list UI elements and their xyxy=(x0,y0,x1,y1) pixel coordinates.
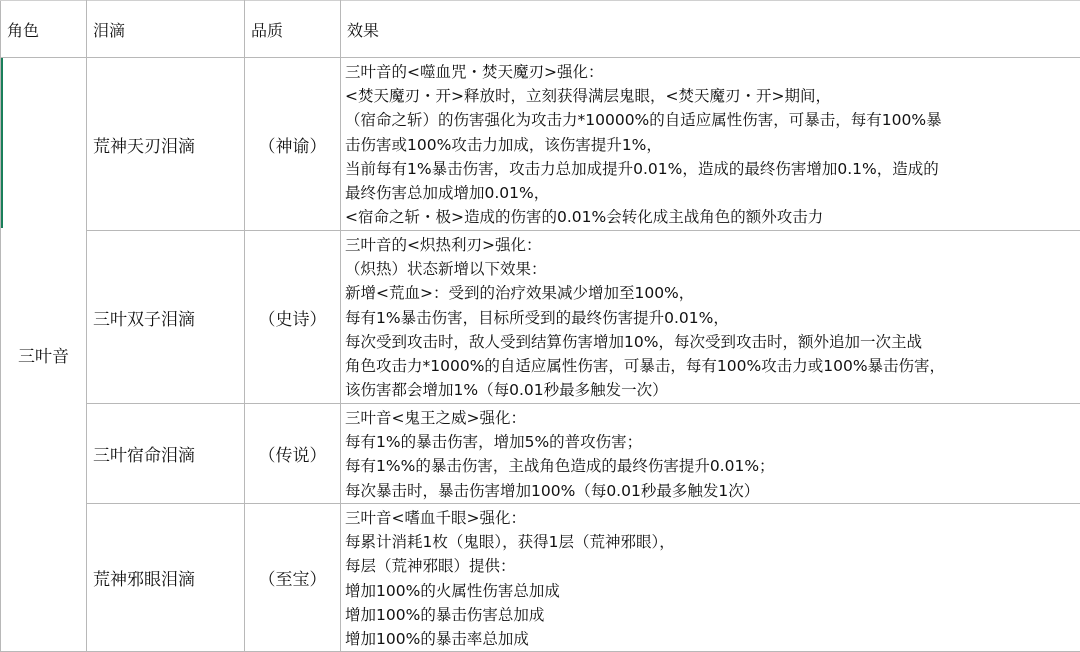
effect-line: 每有1%%的暴击伤害，主战角色造成的最终伤害提升0.01%； xyxy=(345,454,1076,478)
effect-line: 每累计消耗1枚（鬼眼），获得1层（荒神邪眼）， xyxy=(345,530,1076,554)
header-row xyxy=(1,1,1080,58)
effect-line: 每有1%的暴击伤害，增加5%的普攻伤害； xyxy=(345,430,1076,454)
tear-name: 三叶双子泪滴 xyxy=(87,231,245,404)
effect-line: 每次暴击时，暴击伤害增加100%（每0.01秒最多触发1次） xyxy=(345,479,1076,503)
tear-name: 荒神邪眼泪滴 xyxy=(87,504,245,652)
effect-cell xyxy=(341,404,1080,504)
effect-line: 三叶音<鬼王之威>强化： xyxy=(345,406,1076,430)
tear-quality: （传说） xyxy=(245,404,341,504)
header-effect: 效果 xyxy=(341,1,1080,58)
tear-quality: （至宝） xyxy=(245,504,341,652)
header-tear: 泪滴 xyxy=(87,1,245,58)
header-quality: 品质 xyxy=(245,1,341,58)
tear-name: 荒神天刃泪滴 xyxy=(87,58,245,231)
effect-line: 当前每有1%暴击伤害，攻击力总加成提升0.01%，造成的最终伤害增加0.1%，造成的 xyxy=(345,157,1076,181)
effect-line: <宿命之斩・极>造成的伤害的0.01%会转化成主战角色的额外攻击力 xyxy=(345,205,1076,229)
effect-line: 三叶音<嗜血千眼>强化： xyxy=(345,506,1076,530)
effect-line: 每层（荒神邪眼）提供： xyxy=(345,554,1076,578)
effect-line: 新增<荒血>：受到的治疗效果减少增加至100%， xyxy=(345,281,1076,305)
table-row xyxy=(1,231,1080,404)
table-row xyxy=(1,58,1080,231)
effect-line: 每有1%暴击伤害，目标所受到的最终伤害提升0.01%， xyxy=(345,306,1076,330)
effect-line: （宿命之斩）的伤害强化为攻击力*10000%的自适应属性伤害，可暴击，每有100%暴 xyxy=(345,108,1076,132)
effect-line: （炽热）状态新增以下效果： xyxy=(345,257,1076,281)
effect-cell xyxy=(341,58,1080,231)
effect-line: 增加100%的火属性伤害总加成 xyxy=(345,579,1076,603)
effect-line: 三叶音的<噬血咒・焚天魔刃>强化： xyxy=(345,60,1076,84)
effect-line: 增加100%的暴击伤害总加成 xyxy=(345,603,1076,627)
tear-quality: （神谕） xyxy=(245,58,341,231)
effect-line: 每次受到攻击时，敌人受到结算伤害增加10%，每次受到攻击时，额外追加一次主战 xyxy=(345,330,1076,354)
cell-selection-accent xyxy=(1,58,3,228)
effect-cell xyxy=(341,504,1080,652)
effect-line: 增加100%的暴击率总加成 xyxy=(345,627,1076,651)
role-cell xyxy=(1,58,87,652)
effect-cell xyxy=(341,231,1080,404)
effect-line: 击伤害或100%攻击力加成，该伤害提升1%， xyxy=(345,133,1076,157)
effect-line: 角色攻击力*1000%的自适应属性伤害，可暴击，每有100%攻击力或100%暴击伤害， xyxy=(345,354,1076,378)
effect-line: <焚天魔刃・开>释放时，立刻获得满层鬼眼，<焚天魔刃・开>期间， xyxy=(345,84,1076,108)
tear-quality: （史诗） xyxy=(245,231,341,404)
effect-line: 三叶音的<炽热利刃>强化： xyxy=(345,233,1076,257)
table-row xyxy=(1,504,1080,652)
tear-name: 三叶宿命泪滴 xyxy=(87,404,245,504)
effect-line: 最终伤害总加成增加0.01%， xyxy=(345,181,1076,205)
effect-line: 该伤害都会增加1%（每0.01秒最多触发一次） xyxy=(345,378,1076,402)
header-role: 角色 xyxy=(1,1,87,58)
table-row xyxy=(1,404,1080,504)
role-name: 三叶音 xyxy=(18,347,69,367)
